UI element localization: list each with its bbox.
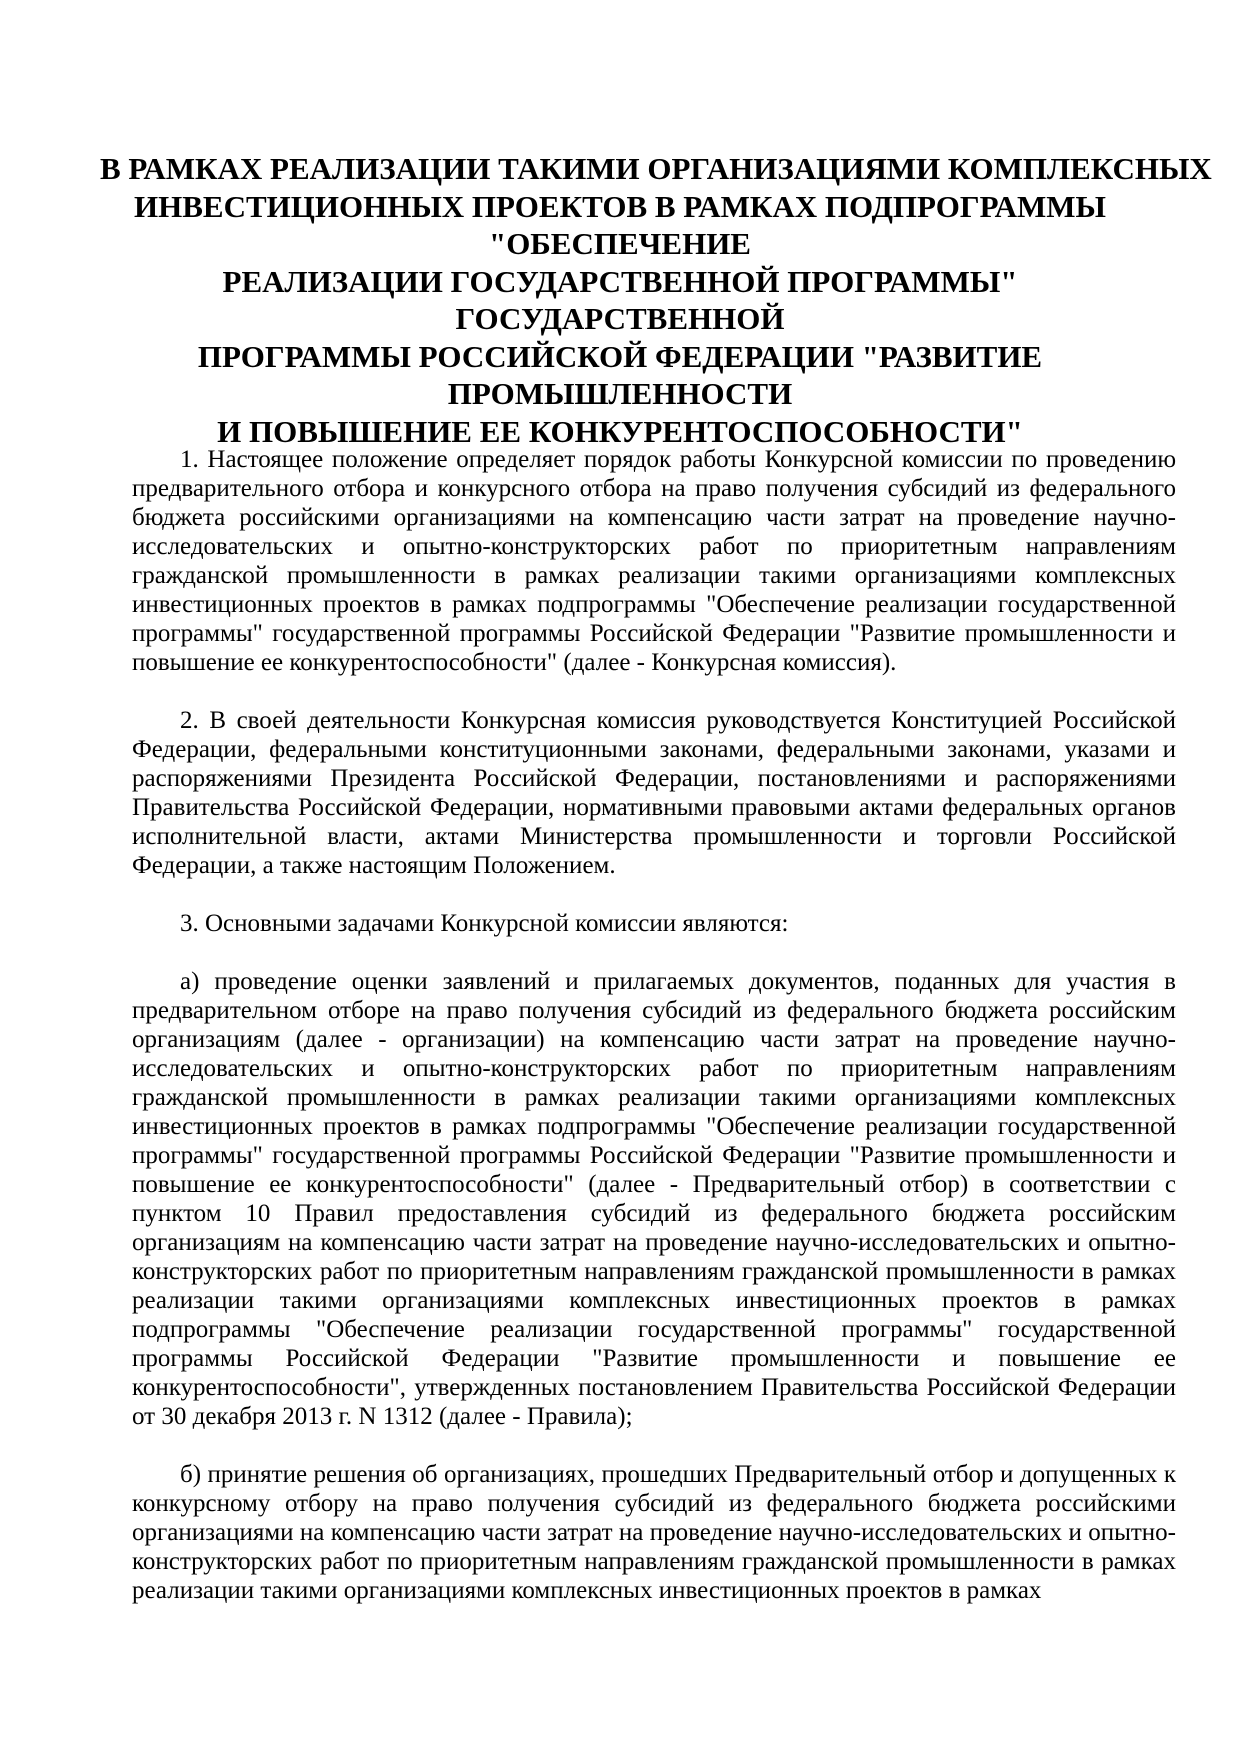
paragraph-1: 1. Настоящее положение определяет порядок работы Конкурсной комиссии по проведению предварительного отбора и конкурсного отбора на право получения субсидий из федерального бюджета российскими организациями на компенсацию части затрат на проведение научно-исследовательских и опытно-конструкторских работ по приоритетным направлениям гражданской промышленности в рамках реализации такими организациями комплексных инвестиционных проектов в рамках подпрограммы "Обеспечение реализации государственной программы" государственной программы Российской Федерации "Развитие промышленности и повышение ее конкурентоспособности" (далее - Конкурсная комиссия). — [132, 446, 1176, 676]
paragraph-3a: а) проведение оценки заявлений и прилагаемых документов, поданных для участия в предварительном отборе на право получения субсидий из федерального бюджета российским организациям (далее - организации) на компенсацию части затрат на проведение научно-исследовательских и опытно-конструкторских работ по приоритетным направлениям гражданской промышленности в рамках реализации такими организациями комплексных инвестиционных проектов в рамках подпрограммы "Обеспечение реализации государственной программы" государственной программы Российской Федерации "Развитие промышленности и повышение ее конкурентоспособности" (далее - Предварительный отбор) в соответствии с пунктом 10 Правил предоставления субсидий из федерального бюджета российским организациям на компенсацию части затрат на проведение научно-исследовательских и опытно-конструкторских работ по приоритетным направлениям гражданской промышленности в рамках реализации такими организациями комплексных инвестиционных проектов в рамках подпрограммы "Обеспечение реализации государственной программы" государственной программы Российской Федерации "Развитие промышленности и повышение ее конкурентоспособности", утвержденных постановлением Правительства Российской Федерации от 30 декабря 2013 г. N 1312 (далее - Правила); — [132, 968, 1176, 1430]
document-body — [132, 445, 1176, 1605]
paragraph-3b: б) принятие решения об организациях, прошедших Предварительный отбор и допущенных к конкурсному отбору на право получения субсидий из федерального бюджета российскими организациями на компенсацию части затрат на проведение научно-исследовательских и опытно-конструкторских работ по приоритетным направлениям гражданской промышленности в рамках реализации такими организациями комплексных инвестиционных проектов в рамках — [132, 1461, 1176, 1604]
paragraph-3: 3. Основными задачами Конкурсной комиссии являются: — [180, 910, 789, 937]
title-line: "ОБЕСПЕЧЕНИЕ — [488, 226, 751, 261]
paragraph-2: 2. В своей деятельности Конкурсная комиссия руководствуется Конституцией Российской Федерации, федеральными конституционными законами, федеральными законами, указами и распоряжениями Президента Российской Федерации, постановлениями и распоряжениями Правительства Российской Федерации, нормативными правовыми актами федеральных органов исполнительной власти, актами Министерства промышленности и торговли Российской Федерации, а также настоящим Положением. — [132, 707, 1176, 879]
title-line: В РАМКАХ РЕАЛИЗАЦИИ ТАКИМИ ОРГАНИЗАЦИЯМИ КОМПЛЕКСНЫХ — [100, 151, 1212, 186]
title-line: И ПОВЫШЕНИЕ ЕЕ КОНКУРЕНТОСПОСОБНОСТИ" — [217, 413, 1023, 449]
title-line: РЕАЛИЗАЦИИ ГОСУДАРСТВЕННОЙ ПРОГРАММЫ" — [222, 263, 1018, 299]
title-line: ИНВЕСТИЦИОННЫХ ПРОЕКТОВ В РАМКАХ ПОДПРОГРАММЫ — [134, 188, 1106, 224]
document-title — [100, 150, 1212, 450]
title-line: ПРОМЫШЛЕННОСТИ — [447, 376, 793, 411]
title-line: ГОСУДАРСТВЕННОЙ — [455, 301, 785, 336]
title-line: ПРОГРАММЫ РОССИЙСКОЙ ФЕДЕРАЦИИ "РАЗВИТИЕ — [197, 338, 1043, 374]
